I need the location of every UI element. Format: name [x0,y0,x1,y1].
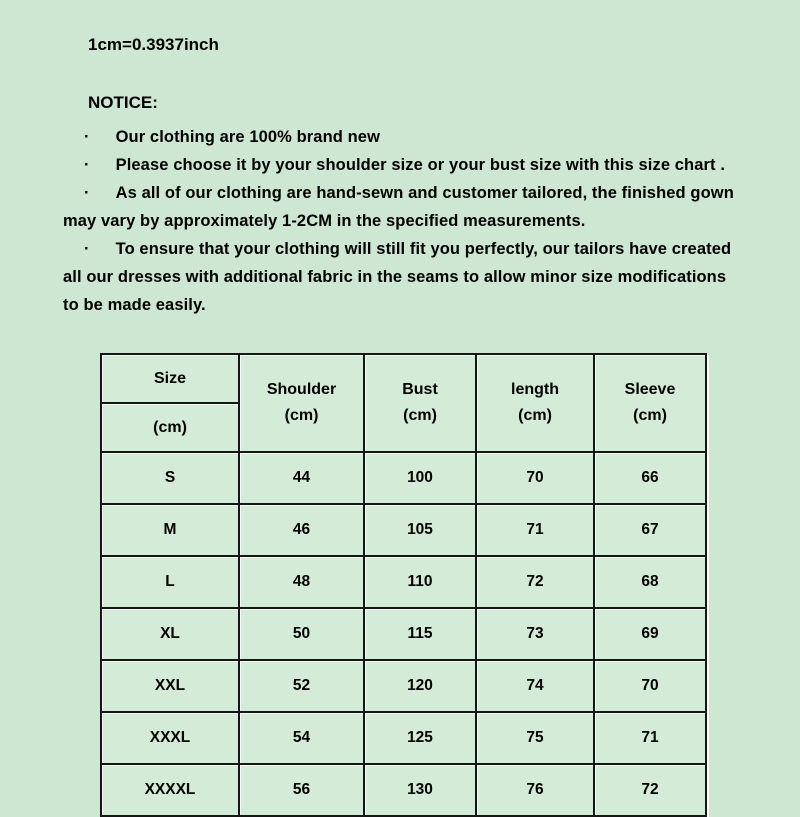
notice-item [63,235,745,319]
size-cell: S [101,452,239,504]
size-cell: XXXL [101,712,239,764]
table-row [101,504,706,556]
table-row [101,660,706,712]
notice-text: As all of our clothing are hand-sewn and customer tailored, the finished gown may vary by approximately 1-2CM in the specified measurements. [63,184,734,230]
value-cell: 73 [476,608,594,660]
value-cell: 68 [594,556,706,608]
size-table-body [101,452,706,816]
notice-item [63,151,745,179]
table-row [101,452,706,504]
bullet-dot: · [84,128,90,146]
size-cell: L [101,556,239,608]
size-cell: XL [101,608,239,660]
table-row [101,608,706,660]
header-size-unit: (cm) [101,403,239,452]
notice-item [63,123,745,151]
notice-text: Please choose it by your shoulder size or your bust size with this size chart . [115,156,726,174]
header-length [476,354,594,452]
value-cell: 115 [364,608,476,660]
value-cell: 48 [239,556,364,608]
size-table [100,353,707,817]
header-bust [364,354,476,452]
bullet-dot: · [84,184,90,202]
header-label: Shoulder [266,381,337,398]
notice-item [63,179,745,235]
value-cell: 74 [476,660,594,712]
notice-text: To ensure that your clothing will still fit you perfectly, our tailors have created all our dresses with additional fabric in the seams to allow minor size modifications to be made easily. [63,240,732,314]
table-row [101,764,706,816]
header-shoulder [239,354,364,452]
value-cell: 72 [594,764,706,816]
value-cell: 120 [364,660,476,712]
value-cell: 54 [239,712,364,764]
notice-list [63,123,745,319]
value-cell: 46 [239,504,364,556]
value-cell: 50 [239,608,364,660]
size-cell: XXL [101,660,239,712]
header-label: Bust [402,381,438,398]
header-unit: (cm) [403,407,437,424]
value-cell: 130 [364,764,476,816]
value-cell: 52 [239,660,364,712]
size-cell: XXXXL [101,764,239,816]
header-size-label: Size [101,354,239,403]
header-unit: (cm) [284,407,319,424]
table-row [101,556,706,608]
header-row-top [101,354,706,403]
unit-conversion-note: 1cm=0.3937inch [88,35,219,54]
size-table-container [100,353,745,817]
value-cell: 70 [594,660,706,712]
header-label: length [511,381,559,398]
value-cell: 72 [476,556,594,608]
size-cell: M [101,504,239,556]
notice-title: NOTICE: [88,93,158,112]
value-cell: 66 [594,452,706,504]
value-cell: 71 [594,712,706,764]
bullet-dot: · [84,156,90,174]
value-cell: 105 [364,504,476,556]
header-sleeve [594,354,706,452]
value-cell: 69 [594,608,706,660]
value-cell: 71 [476,504,594,556]
header-unit: (cm) [518,407,552,424]
value-cell: 70 [476,452,594,504]
value-cell: 75 [476,712,594,764]
value-cell: 67 [594,504,706,556]
value-cell: 110 [364,556,476,608]
notice-text: Our clothing are 100% brand new [115,128,381,146]
value-cell: 56 [239,764,364,816]
value-cell: 44 [239,452,364,504]
header-label: Sleeve [624,381,676,398]
bullet-dot: · [84,240,90,258]
value-cell: 76 [476,764,594,816]
value-cell: 125 [364,712,476,764]
value-cell: 100 [364,452,476,504]
table-row [101,712,706,764]
header-unit: (cm) [633,407,667,424]
